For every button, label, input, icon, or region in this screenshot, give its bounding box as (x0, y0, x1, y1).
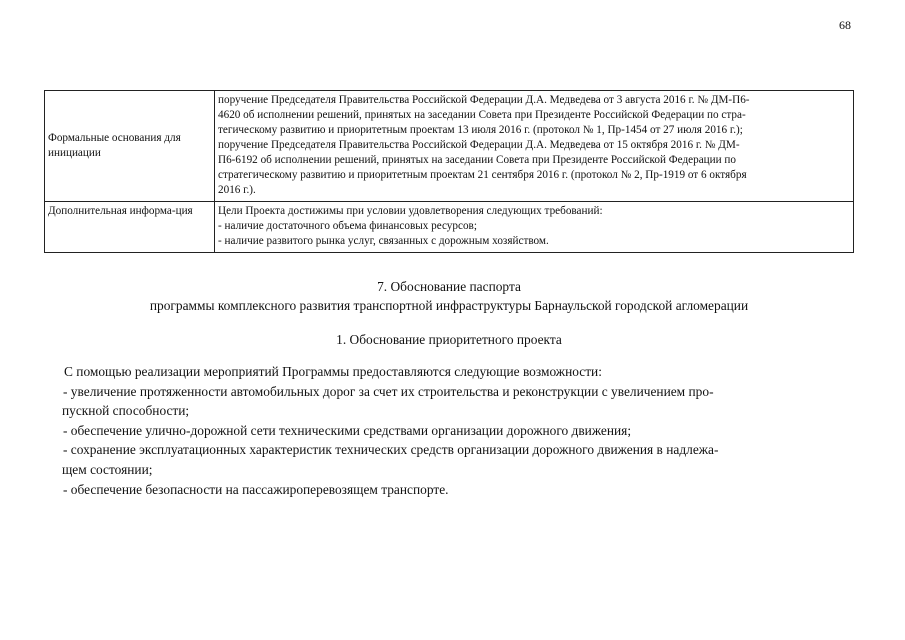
cell-line: поручение Председателя Правительства Российской Федерации Д.А. Медведева от 3 августа 2016 г. № ДМ-П6- (218, 94, 750, 106)
cell-line: 2016 г.). (218, 184, 256, 196)
section-subtitle: 1. Обоснование приоритетного проекта (336, 332, 562, 347)
bullet-item-3-continuation: щем состоянии; (62, 461, 153, 477)
cell-line: П6-6192 об исполнении решений, принятых на заседании Совета при Президенте Российской Федерации по (218, 154, 737, 166)
bullet-item-4: - обеспечение безопасности на пассажироперевозящем транспорте. (63, 481, 449, 497)
bullet-item-1-continuation: пускной способности; (62, 403, 190, 419)
row-label-formal-grounds: Формальные основания для инициации (45, 91, 215, 202)
cell-line: - наличие достаточного объема финансовых ресурсов; (218, 220, 477, 232)
cell-line: тегическому развитию и приоритетным проектам 13 июля 2016 г. (протокол № 1, Пр-1454 от 27 июля 2016 г.); (218, 124, 743, 136)
table-row (45, 91, 854, 202)
table-row (45, 202, 854, 253)
cell-line: Цели Проекта достижимы при условии удовлетворения следующих требований: (218, 205, 603, 217)
row-value-additional-info (215, 202, 854, 253)
info-table (44, 90, 854, 253)
page-number: 68 (839, 18, 851, 32)
bullet-item-2: - обеспечение улично-дорожной сети техническими средствами организации дорожного движения; (63, 422, 632, 438)
cell-line: 4620 об исполнении решений, принятых на заседании Совета при Президенте Российской Федерации по стра- (218, 109, 746, 121)
bullet-item-3: - сохранение эксплуатационных характеристик технических средств организации дорожного движения в надлежа- (63, 442, 719, 458)
bullet-item-1: - увеличение протяженности автомобильных дорог за счет их строительства и реконструкции с увеличением про- (63, 383, 714, 399)
cell-line: стратегическому развитию и приоритетным проектам 21 сентября 2016 г. (протокол № 2, Пр-1919 от 6 октября (218, 169, 747, 181)
row-value-formal-grounds (215, 91, 854, 202)
body-intro: С помощью реализации мероприятий Программы предоставляются следующие возможности: (64, 364, 602, 379)
section-title-line1: 7. Обоснование паспорта (377, 279, 521, 294)
cell-line: поручение Председателя Правительства Российской Федерации Д.А. Медведева от 15 октября 2016 г. № ДМ- (218, 139, 740, 151)
cell-line: - наличие развитого рынка услуг, связанных с дорожным хозяйством. (218, 235, 549, 247)
body-text (62, 362, 834, 499)
section-title-line2: программы комплексного развития транспортной инфраструктуры Барнаульской городской агломерации (149, 298, 749, 313)
section-title (44, 277, 854, 315)
row-label-additional-info: Дополнительная информа-ция (45, 202, 215, 253)
